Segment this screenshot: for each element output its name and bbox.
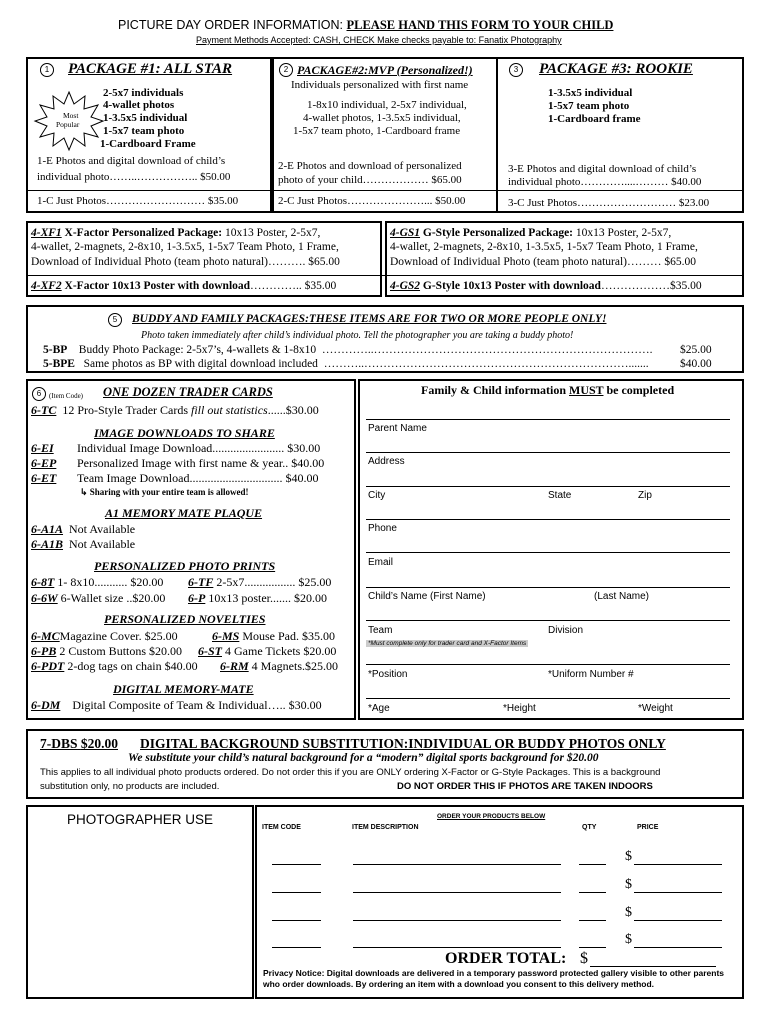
buddy-bpe-line: 5-BPE Same photos as BP with digital download included ………..……………………………………………………………....... [43,358,649,370]
pkg1-item: 1-5x7 team photo [103,125,185,137]
order-total-field[interactable] [590,966,716,967]
novel-pdt: 6-PDT 2-dog tags on chain $40.00 [31,659,198,673]
buddy-title: BUDDY AND FAMILY PACKAGES:THESE ITEMS ARE FOR TWO OR MORE PEOPLE ONLY! [132,313,607,325]
photographer-box [26,805,254,999]
weight-label: *Weight [638,703,673,714]
dbs-sub: We substitute your child’s natural background for a “modern” digital sports background for $20.00 [128,752,599,764]
gs1-line2: 4-wallet, 2-magnets, 2-8x10, 1-3.5x5, 1-5x7 Team Photo, 1 Frame, [390,241,698,253]
order-heading: ORDER YOUR PRODUCTS BELOW [437,813,546,820]
badge-text-1: Most [63,111,79,120]
a1b-line: 6-A1B Not Available [31,537,136,551]
ei-line: 6-EI Individual Image Download........................ $30.00 [31,441,321,455]
pkg1-c-line: 1-C Just Photos……………………… $35.00 [37,195,239,207]
xf1-line1: 4-XF1 X-Factor Personalized Package: 10x13 Poster, 2-5x7, [31,227,321,239]
xf1-line3: Download of Individual Photo (team photo natural)………. $65.00 [31,256,340,268]
package-3-title: PACKAGE #3: ROOKIE [539,61,693,77]
order-total-dollar: $ [580,950,588,967]
col-item-desc: ITEM DESCRIPTION [352,824,419,831]
print-8t: 6-8T 1- 8x10........... $20.00 [31,575,164,589]
state-label: State [548,490,572,501]
parent-name-label: Parent Name [368,423,427,434]
pkg2-item: 4-wallet photos, 1-3.5x5 individual, [303,112,461,124]
item-code-label: (Item Code) [49,392,84,400]
pkg3-item: 1-Cardboard frame [548,113,641,125]
col-item-code: ITEM CODE [262,824,301,831]
plaque-title: A1 MEMORY MATE PLAQUE [105,506,263,520]
novel-title: PERSONALIZED NOVELTIES [104,612,266,626]
email-label: Email [368,557,394,568]
must-note: *Must complete only for trader card and X-Factor Items [368,640,527,647]
tc-line: 6-TC 12 Pro-Style Trader Cards fill out statistics......$30.00 [31,403,319,417]
gs1-line3: Download of Individual Photo (team photo natural)……… $65.00 [390,256,696,268]
photographer-use-label: PHOTOGRAPHER USE [67,812,214,827]
pkg2-e-line2: photo of your child……………… $65.00 [278,174,462,186]
position-label: *Position [368,669,408,680]
print-p: 6-P 10x13 poster....... $20.00 [188,591,327,605]
privacy-notice: Privacy Notice: Digital downloads are delivered in a temporary password protected gallery visible to other parents who order downloads. By ordering an item with a download you consent to this delivery method. [263,968,725,989]
height-label: *Height [503,703,536,714]
ep-line: 6-EP Personalized Image with first name & year.. $40.00 [31,456,325,470]
circle-number-5: 5 [108,313,122,327]
buddy-bp-price: $25.00 [680,344,712,356]
circle-number-3: 3 [509,63,523,77]
print-tf: 6-TF 2-5x7................. $25.00 [188,575,332,589]
pkg3-item: 1-3.5x5 individual [548,87,633,99]
pkg1-item: 2-5x7 individuals [103,87,184,99]
payment-methods: Payment Methods Accepted: CASH, CHECK Make checks payable to: Fanatix Photography [196,35,562,45]
novel-mc: 6-MCMagazine Cover. $25.00 [31,629,178,643]
price-dollar: $ [625,905,632,920]
team-label: Team [368,625,393,636]
dbs-body2: substitution only, no products are included. [40,781,220,792]
phone-label: Phone [368,523,397,534]
pkg2-sub: Individuals personalized with first name [291,79,469,91]
dbs-code-price: 7-DBS $20.00 [40,736,119,751]
pkg1-item: 1-Cardboard Frame [100,138,196,150]
dmm-title: DIGITAL MEMORY-MATE [113,682,254,696]
uniform-label: *Uniform Number # [548,669,634,680]
buddy-note: Photo taken immediately after child’s individual photo. Tell the photographer you are taking a buddy photo! [141,330,574,341]
family-title: Family & Child information MUST be completed [421,383,675,397]
age-label: *Age [368,703,390,714]
novel-ms: 6-MS Mouse Pad. $35.00 [212,629,336,643]
dbs-body1: This applies to all individual photo products ordered. Do not order this if you are ONLY ordering X-Factor or G-Style Packages. This is a background [40,767,661,778]
division-label: Division [548,625,584,636]
col-qty: QTY [582,824,597,831]
novel-st: 6-ST 4 Game Tickets $20.00 [198,644,337,658]
pkg2-item: 1-5x7 team photo, 1-Cardboard frame [293,125,461,137]
pkg2-item: 1-8x10 individual, 2-5x7 individual, [307,99,467,111]
buddy-bp-line: 5-BP Buddy Photo Package: 2-5x7’s, 4-wallets & 1-8x10 …………..………………………………………………………………. [43,344,653,356]
a1a-line: 6-A1A Not Available [31,522,136,536]
pkg3-e-line1: 3-E Photos and digital download of child’s [508,163,697,175]
img-title: IMAGE DOWNLOADS TO SHARE [94,426,275,440]
pkg2-c-line: 2-C Just Photos…………………... $50.00 [278,195,466,207]
pkg1-item: 4-wallet photos [103,99,175,111]
buddy-bpe-price: $40.00 [680,358,712,370]
novel-pb: 6-PB 2 Custom Buttons $20.00 [31,644,183,658]
page-title: PICTURE DAY ORDER INFORMATION: PLEASE HAND THIS FORM TO YOUR CHILD [118,18,614,32]
order-total-label: ORDER TOTAL: [445,950,567,967]
print-6w: 6-6W 6-Wallet size ..$20.00 [31,591,166,605]
zip-label: Zip [638,490,652,501]
pkg3-c-line: 3-C Just Photos……………………… $23.00 [508,197,710,209]
child-last-label: (Last Name) [594,591,650,602]
sharing-note: ↳ Sharing with your entire team is allowed! [80,487,249,497]
pkg2-e-line1: 2-E Photos and download of personalized [278,160,462,172]
circle-number-2: 2 [279,63,293,77]
col-price: PRICE [637,824,659,831]
city-label: City [368,490,386,501]
package-1-title: PACKAGE #1: ALL STAR [68,61,233,77]
price-dollar: $ [625,932,632,947]
xf2-line: 4-XF2 X-Factor 10x13 Poster with download………….. $35.00 [31,280,337,292]
xf1-line2: 4-wallet, 2-magnets, 2-8x10, 1-3.5x5, 1-5x7 Team Photo, 1 Frame, [31,241,339,253]
price-dollar: $ [625,849,632,864]
circle-number-6: 6 [32,387,46,401]
novel-rm: 6-RM 4 Magnets.$25.00 [220,659,338,673]
package-2-title: PACKAGE#2:MVP (Personalized!) [297,63,473,77]
badge-text-2: Popular [56,120,80,129]
circle-number-1: 1 [40,63,54,77]
price-dollar: $ [625,877,632,892]
address-label: Address [368,456,405,467]
gs2-line: 4-GS2 G-Style 10x13 Poster with download………………$35.00 [390,280,702,292]
trader-title: ONE DOZEN TRADER CARDS [103,385,273,399]
dbs-title: DIGITAL BACKGROUND SUBSTITUTION:INDIVIDUAL OR BUDDY PHOTOS ONLY [140,736,666,751]
pkg1-e-line1: 1-E Photos and digital download of child’s [37,155,226,167]
et-line: 6-ET Team Image Download............................... $40.00 [31,471,319,485]
dm-line: 6-DM Digital Composite of Team & Individual….. $30.00 [31,698,322,712]
prints-title: PERSONALIZED PHOTO PRINTS [94,559,276,573]
pkg1-e-line2: individual photo……..…………….. $50.00 [37,171,231,183]
pkg3-item: 1-5x7 team photo [548,100,630,112]
dbs-warning: DO NOT ORDER THIS IF PHOTOS ARE TAKEN INDOORS [397,781,653,792]
pkg1-item: 1-3.5x5 individual [103,112,188,124]
gs1-line1: 4-GS1 G-Style Personalized Package: 10x13 Poster, 2-5x7, [390,227,672,239]
child-first-label: Child’s Name (First Name) [368,591,486,602]
pkg3-e-line2: individual photo…………....……… $40.00 [508,176,702,188]
